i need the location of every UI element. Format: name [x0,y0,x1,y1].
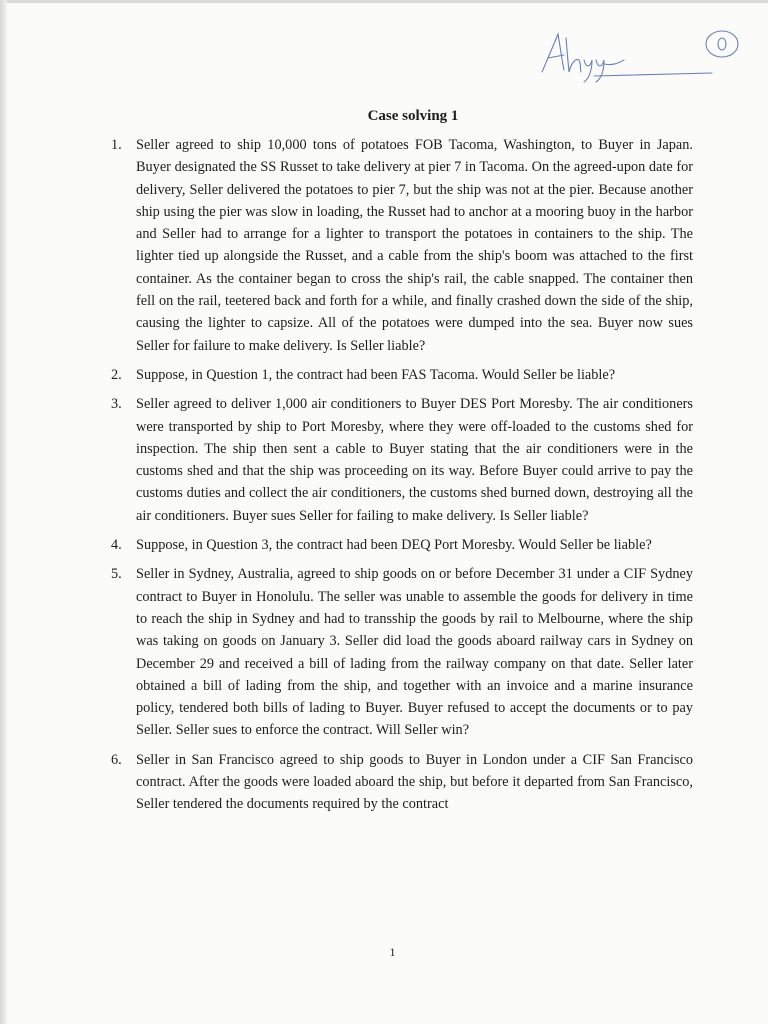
question-item [111,534,693,556]
question-text: Seller in San Francisco agreed to ship goods to Buyer in London under a CIF San Francisco contract. After the goods were loaded aboard the ship, but before it departed from San Francisco, Seller tendered the documents required by the contract [136,751,693,813]
question-number: 2. [111,366,122,383]
handwritten-signature [534,28,744,84]
question-number: 1. [111,137,122,153]
question-list [111,134,693,823]
question-item [111,563,693,741]
question-item [111,364,693,386]
question-number: 3. [111,396,122,413]
question-text: Suppose, in Question 3, the contract had been DEQ Port Moresby. Would Seller be liable? [136,537,652,554]
page-number: 1 [389,945,396,959]
question-number: 4. [111,537,122,554]
question-number: 6. [111,751,122,768]
question-text: Seller agreed to ship 10,000 tons of potatoes FOB Tacoma, Washington, to Buyer in Japan. Buyer designated the SS Russet to take delivery at pier 7 in Tacoma. On the agreed-upon date for delivery, Seller delivered the potatoes to pier 7, but the ship was not at the pier. Because another ship using the pier was slow in loading, the Russet had to anchor at a mooring buoy in the harbor and Seller had to arrange for a lighter to transport the potatoes in containers to the ship. The lighter tied up alongside the Russet, and a cable from the ship's boom was attached to the first container. As the container began to cross the ship's rail, the cable snapped. The container then fell on the rail, teetered back and forth for a while, and finally crashed down the side of the ship, causing the lighter to capsize. All of the potatoes were dumped into the sea. Buyer now sues Seller for failure to make delivery. Is Seller liable? [136,137,693,354]
question-number: 5. [111,566,122,583]
question-item [111,134,693,357]
question-text: Seller agreed to deliver 1,000 air conditioners to Buyer DES Port Moresby. The air conditioners were transported by ship to Port Moresby, where they were off-loaded to the customs shed for inspection. The ship then sent a cable to Buyer stating that the air conditioners were in the customs shed and that the ship was proceeding on its way. Before Buyer could arrive to pay the customs duties and collect the air conditioners, the customs shed burned down, destroying all the air conditioners. Buyer sues Seller for failing to make delivery. Is Seller liable? [136,396,693,524]
question-text: Suppose, in Question 1, the contract had been FAS Tacoma. Would Seller be liable? [136,366,616,383]
question-item [111,393,693,527]
page-binding-edge [0,0,7,1024]
document-title: Case solving 1 [367,108,459,124]
page-top-edge [0,0,768,3]
question-item [111,749,693,816]
question-text: Seller in Sydney, Australia, agreed to ship goods on or before December 31 under a CIF Sydney contract to Buyer in Honolulu. The seller was unable to assemble the goods for delivery in time to reach the ship in Sydney and had to transship the goods by rail to Melbourne, where the ship was taking on goods on January 3. Seller did load the goods aboard railway cars in Sydney on December 29 and received a bill of lading from the railway company on that date. Seller later obtained a bill of lading from the ship, and together with an invoice and a marine insurance policy, tendered both bills of lading to Buyer. Buyer refused to accept the documents or to pay Seller. Seller sues to enforce the contract. Will Seller win? [136,566,693,739]
